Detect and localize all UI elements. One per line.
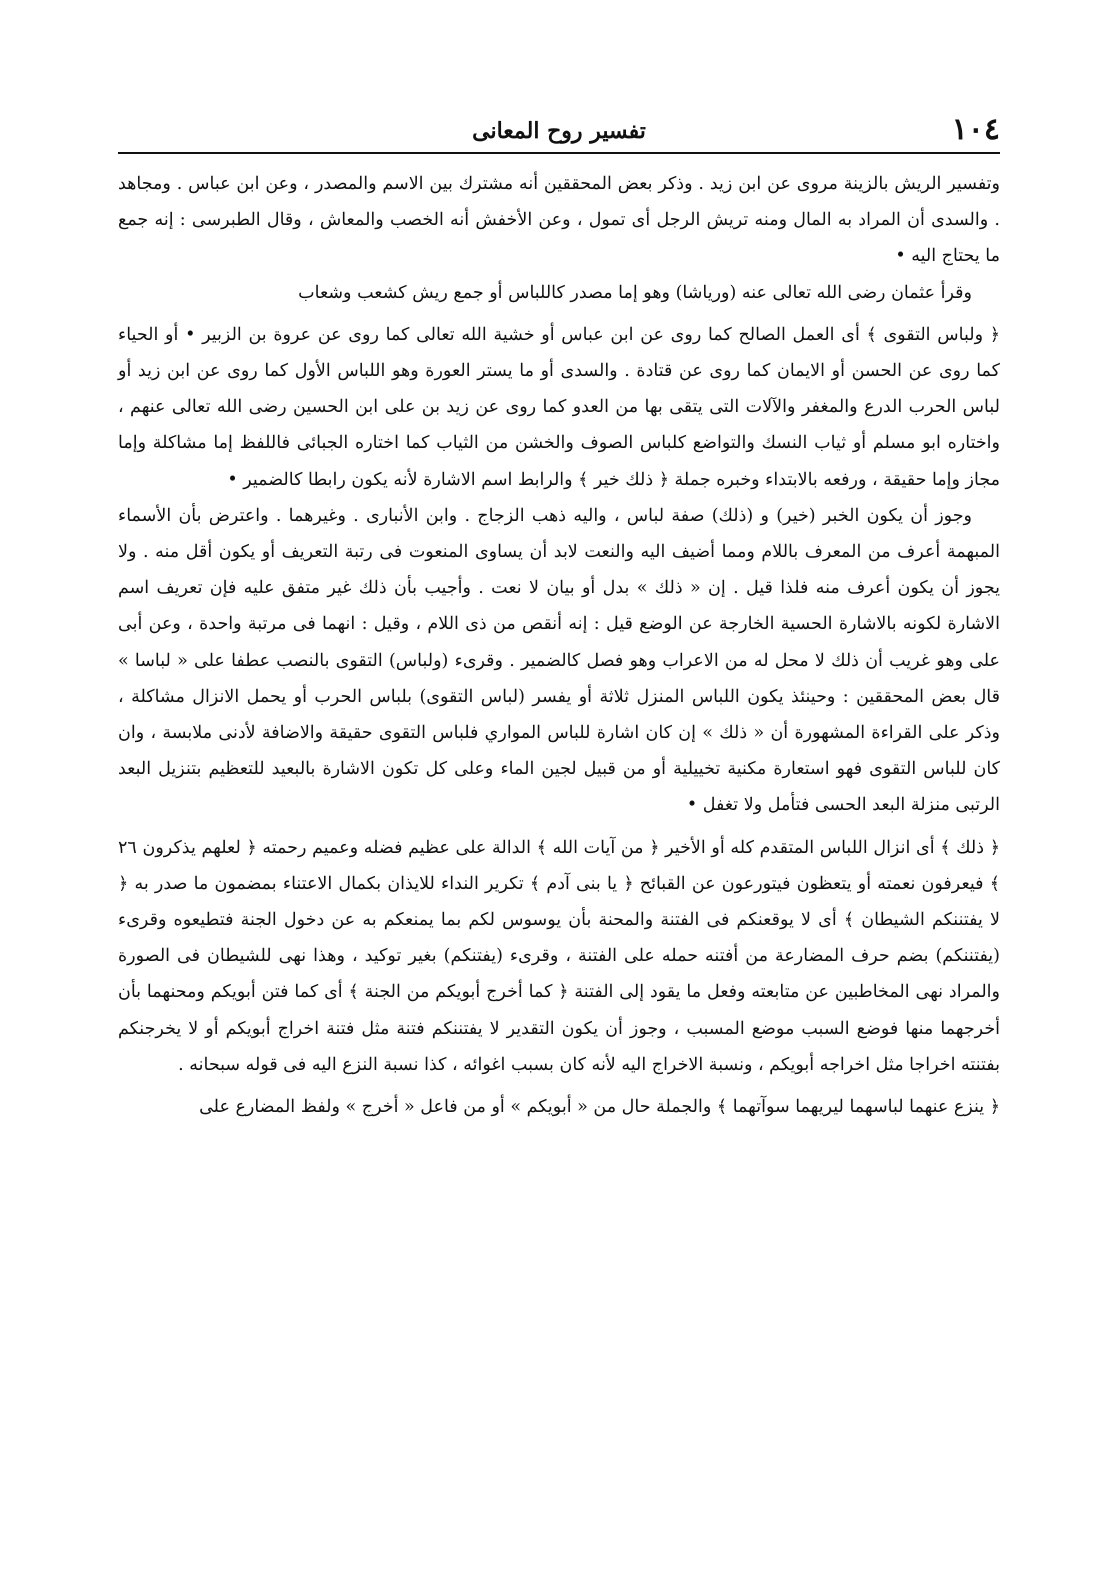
paragraph-1: وتفسير الريش بالزينة مروى عن ابن زيد . وذكر بعض المحققين أنه مشترك بين الاسم والمصدر ، وعن ابن عباس . ومجاهد . والسدى أن المراد به المال ومنه تريش الرجل أى تمول ، وعن الأخفش أنه الخصب والمعاش ، وقال الطبرسى : إنه جمع ما يحتاج اليه •	[118, 174, 1000, 267]
page-body	[118, 166, 1000, 1125]
paragraph-2: وقرأ عثمان رضى الله تعالى عنه (ورياشا) وهو إما مصدر كاللباس أو جمع ريش كشعب وشعاب	[298, 282, 972, 303]
running-title: تفسير روح المعانى	[472, 118, 646, 144]
page-header	[118, 112, 1000, 156]
paragraph-4: وجوز أن يكون الخبر (خير) و (ذلك) صفة لباس ، واليه ذهب الزجاج . وابن الأنبارى . وغيرهما . واعترض بأن الأسماء المبهمة أعرف من المعرف باللام ومما أضيف اليه والنعت لابد أن يساوى المنعوت فى رتبة التعريف أو يكون أقل منه . ولا يجوز أن يكون أعرف منه فلذا قيل . إن « ذلك » بدل أو بيان لا نعت . وأجيب بأن ذلك غير متفق عليه فإن تعريف اسم الاشارة لكونه بالاشارة الحسية الخارجة عن الوضع قيل : إنه أنقص من ذى اللام ، وقيل : انهما فى مرتبة واحدة ، وعن أبى على وهو غريب أن ذلك لا محل له من الاعراب وهو فصل كالضمير . وقرىء (ولباس) التقوى بالنصب عطفا على « لباسا » قال بعض المحققين : وحينئذ يكون اللباس المنزل ثلاثة أو يفسر (لباس التقوى) بلباس الحرب أو يحمل الانزال مشاكلة ، وذكر على القراءة المشهورة أن « ذلك » إن كان اشارة للباس المواري فلباس التقوى حقيقة والاضافة لأدنى ملابسة ، وان كان للباس التقوى فهو استعارة مكنية تخييلية أو من قبيل لجين الماء وعلى كل تكون الاشارة بالبعيد للتعظيم بتنزيل البعد الرتبى منزلة البعد الحسى فتأمل ولا تغفل •	[118, 505, 1000, 816]
page-number: ١٠٤	[951, 112, 1000, 147]
paragraph-5: ﴿ ذلك ﴾ أى انزال اللباس المتقدم كله أو الأخير ﴿ من آيات الله ﴾ الدالة على عظيم فضله وعميم رحمته ﴿ لعلهم يذكرون ٢٦ ﴾ فيعرفون نعمته أو يتعظون فيتورعون عن القبائح ﴿ يا بنى آدم ﴾ تكرير النداء للايذان بكمال الاعتناء بمضمون ما صدر به ﴿ لا يفتننكم الشيطان ﴾ أى لا يوقعنكم فى الفتنة والمحنة بأن يوسوس لكم بما يمنعكم به عن دخول الجنة فتطيعوه وقرىء (يفتننكم) بضم حرف المضارعة من أفتنه حمله على الفتنة ، وقرىء (يفتنكم) بغير توكيد ، وهذا نهى للشيطان فى الصورة والمراد نهى المخاطبين عن متابعته وفعل ما يقود إلى الفتنة ﴿ كما أخرج أبويكم من الجنة ﴾ أى كما فتن أبويكم ومحنهما بأن أخرجهما منها فوضع السبب موضع المسبب ، وجوز أن يكون التقدير لا يفتننكم فتنة مثل فتنة اخراج أبويكم أو لا يخرجنكم بفتنته اخراجا مثل اخراجه أبويكم ، ونسبة الاخراج اليه لأنه كان بسبب اغوائه ، كذا نسبة النزع اليه فى قوله سبحانه .	[118, 837, 1000, 1075]
paragraph-3: ﴿ ولباس التقوى ﴾ أى العمل الصالح كما روى عن ابن عباس أو خشية الله تعالى كما روى عن عروة بن الزبير • أو الحياء كما روى عن الحسن أو الايمان كما روى عن قتادة . والسدى أو ما يستر العورة وهو اللباس الأول كما روى عن ابن زيد أو لباس الحرب الدرع والمغفر والآلات التى يتقى بها من العدو كما روى عن زيد بن على ابن الحسين رضى الله تعالى عنهم ، واختاره ابو مسلم أو ثياب النسك والتواضع كلباس الصوف والخشن من الثياب كما اختاره الجبائى فاللفظ إما مشاكلة وإما مجاز وإما حقيقة ، ورفعه بالابتداء وخبره جملة ﴿ ذلك خير ﴾ والرابط اسم الاشارة لأنه يكون رابطا كالضمير •	[118, 324, 1000, 490]
paragraph-6: ﴿ ينزع عنهما لباسهما ليريهما سوآتهما ﴾ والجملة حال من « أبويكم » أو من فاعل « أخرج » ولفظ المضارع على	[199, 1097, 1000, 1118]
header-rule	[118, 152, 1000, 154]
